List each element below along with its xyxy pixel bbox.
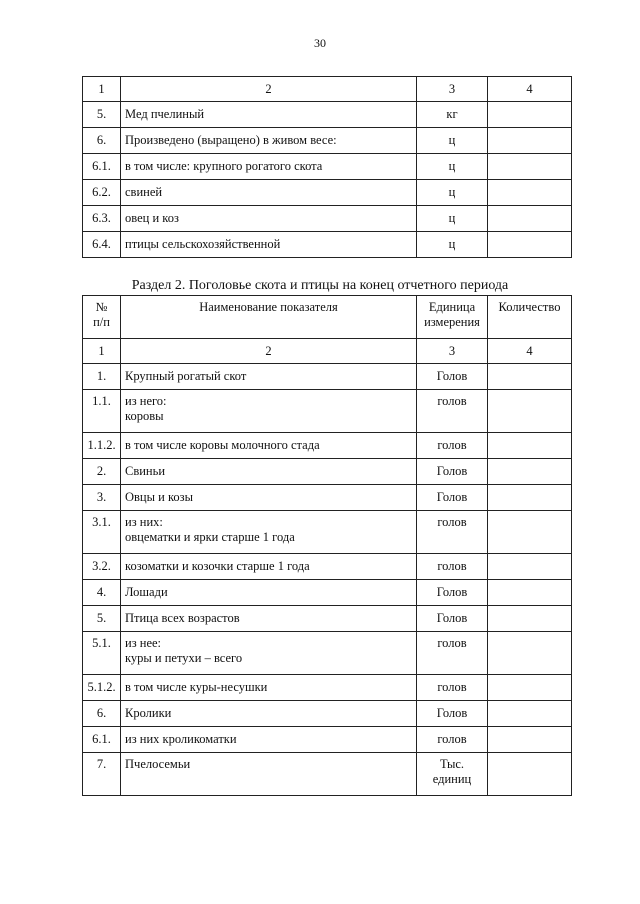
unit-cell: голов — [417, 433, 488, 459]
indicator-name — [121, 632, 417, 675]
column-number: 3 — [417, 77, 488, 102]
table-row — [83, 433, 572, 459]
unit-cell: ц — [417, 206, 488, 232]
indicator-name-line1: из нее: — [125, 636, 162, 650]
quantity-cell[interactable] — [488, 459, 572, 485]
header-number-line1: № — [95, 300, 108, 314]
indicator-name: Овцы и козы — [121, 485, 417, 511]
table-row — [83, 606, 572, 632]
unit-line1: Тыс. — [439, 757, 465, 771]
quantity-cell[interactable] — [488, 753, 572, 796]
column-number: 2 — [121, 77, 417, 102]
row-number: 5. — [83, 102, 121, 128]
quantity-cell[interactable] — [488, 554, 572, 580]
quantity-cell[interactable] — [488, 606, 572, 632]
row-number: 3.1. — [83, 511, 121, 554]
table-row — [83, 485, 572, 511]
indicator-name: Пчелосемьи — [121, 753, 417, 796]
unit-cell: голов — [417, 727, 488, 753]
quantity-cell[interactable] — [488, 364, 572, 390]
table-row — [83, 675, 572, 701]
header-number — [83, 296, 121, 339]
quantity-cell[interactable] — [488, 390, 572, 433]
indicator-name: птицы сельскохозяйственной — [121, 232, 417, 258]
header-number-line2: п/п — [93, 315, 110, 329]
unit-cell: ц — [417, 232, 488, 258]
quantity-cell[interactable] — [488, 511, 572, 554]
table-row — [83, 102, 572, 128]
row-number: 2. — [83, 459, 121, 485]
quantity-cell[interactable] — [488, 580, 572, 606]
column-numbering-row — [83, 339, 572, 364]
unit-cell: голов — [417, 632, 488, 675]
quantity-cell[interactable] — [488, 632, 572, 675]
unit-cell: кг — [417, 102, 488, 128]
column-number: 2 — [121, 339, 417, 364]
quantity-cell[interactable] — [488, 675, 572, 701]
page-number: 30 — [314, 36, 326, 50]
row-number: 1. — [83, 364, 121, 390]
indicator-name: Кролики — [121, 701, 417, 727]
row-number: 1.1.2. — [83, 433, 121, 459]
table-row — [83, 459, 572, 485]
header-unit-line2: измерения — [424, 315, 480, 329]
unit-cell: Голов — [417, 485, 488, 511]
quantity-cell[interactable] — [488, 206, 572, 232]
row-number: 6.2. — [83, 180, 121, 206]
table-row — [83, 180, 572, 206]
indicator-name-line1: из него: — [125, 394, 167, 408]
unit-cell: Голов — [417, 580, 488, 606]
indicator-name: из них кроликоматки — [121, 727, 417, 753]
unit-cell — [417, 753, 488, 796]
production-table — [82, 76, 572, 258]
indicator-name: козоматки и козочки старше 1 года — [121, 554, 417, 580]
table-row — [83, 580, 572, 606]
table-header-row — [83, 296, 572, 339]
table-row — [83, 232, 572, 258]
quantity-cell[interactable] — [488, 180, 572, 206]
indicator-name-line2: куры и петухи – всего — [125, 651, 243, 665]
unit-cell: голов — [417, 675, 488, 701]
quantity-cell[interactable] — [488, 701, 572, 727]
quantity-cell[interactable] — [488, 433, 572, 459]
row-number: 6.4. — [83, 232, 121, 258]
quantity-cell[interactable] — [488, 154, 572, 180]
table-row — [83, 206, 572, 232]
row-number: 5.1.2. — [83, 675, 121, 701]
row-number: 5.1. — [83, 632, 121, 675]
row-number: 6. — [83, 701, 121, 727]
row-number: 4. — [83, 580, 121, 606]
unit-cell: ц — [417, 128, 488, 154]
unit-cell: Голов — [417, 364, 488, 390]
column-numbering-row — [83, 77, 572, 102]
indicator-name: в том числе куры-несушки — [121, 675, 417, 701]
column-number: 4 — [488, 339, 572, 364]
header-quantity: Количество — [488, 296, 572, 339]
table-row — [83, 128, 572, 154]
row-number: 6.1. — [83, 154, 121, 180]
indicator-name: в том числе коровы молочного стада — [121, 433, 417, 459]
quantity-cell[interactable] — [488, 232, 572, 258]
row-number: 3.2. — [83, 554, 121, 580]
row-number: 1.1. — [83, 390, 121, 433]
row-number: 6.1. — [83, 727, 121, 753]
indicator-name: в том числе: крупного рогатого скота — [121, 154, 417, 180]
unit-cell: Голов — [417, 459, 488, 485]
indicator-name: Произведено (выращено) в живом весе: — [121, 128, 417, 154]
indicator-name: Лошади — [121, 580, 417, 606]
indicator-name — [121, 511, 417, 554]
indicator-name: овец и коз — [121, 206, 417, 232]
table-row — [83, 753, 572, 796]
livestock-table — [82, 295, 572, 796]
table-row — [83, 554, 572, 580]
indicator-name: Мед пчелиный — [121, 102, 417, 128]
column-number: 1 — [83, 339, 121, 364]
table-row — [83, 511, 572, 554]
unit-cell: Голов — [417, 606, 488, 632]
unit-cell: ц — [417, 180, 488, 206]
header-indicator-name: Наименование показателя — [121, 296, 417, 339]
indicator-name-line2: коровы — [125, 409, 164, 423]
table-row — [83, 364, 572, 390]
unit-cell: голов — [417, 511, 488, 554]
table-row — [83, 390, 572, 433]
column-number: 4 — [488, 77, 572, 102]
row-number: 5. — [83, 606, 121, 632]
table-row — [83, 154, 572, 180]
row-number: 6. — [83, 128, 121, 154]
unit-line2: единиц — [432, 772, 472, 786]
quantity-cell[interactable] — [488, 485, 572, 511]
quantity-cell[interactable] — [488, 128, 572, 154]
indicator-name-line1: из них: — [125, 515, 163, 529]
table-row — [83, 727, 572, 753]
table-row — [83, 632, 572, 675]
indicator-name: Птица всех возрастов — [121, 606, 417, 632]
section-title: Раздел 2. Поголовье скота и птицы на конец отчетного периода — [131, 278, 509, 293]
row-number: 7. — [83, 753, 121, 796]
indicator-name: Крупный рогатый скот — [121, 364, 417, 390]
unit-cell: Голов — [417, 701, 488, 727]
indicator-name: свиней — [121, 180, 417, 206]
unit-cell: голов — [417, 554, 488, 580]
table-row — [83, 701, 572, 727]
unit-cell: ц — [417, 154, 488, 180]
row-number: 6.3. — [83, 206, 121, 232]
column-number: 1 — [83, 77, 121, 102]
column-number: 3 — [417, 339, 488, 364]
indicator-name: Свиньи — [121, 459, 417, 485]
indicator-name-line2: овцематки и ярки старше 1 года — [125, 530, 295, 544]
header-unit — [417, 296, 488, 339]
row-number: 3. — [83, 485, 121, 511]
quantity-cell[interactable] — [488, 727, 572, 753]
header-unit-line1: Единица — [428, 300, 476, 314]
quantity-cell[interactable] — [488, 102, 572, 128]
unit-cell: голов — [417, 390, 488, 433]
indicator-name — [121, 390, 417, 433]
